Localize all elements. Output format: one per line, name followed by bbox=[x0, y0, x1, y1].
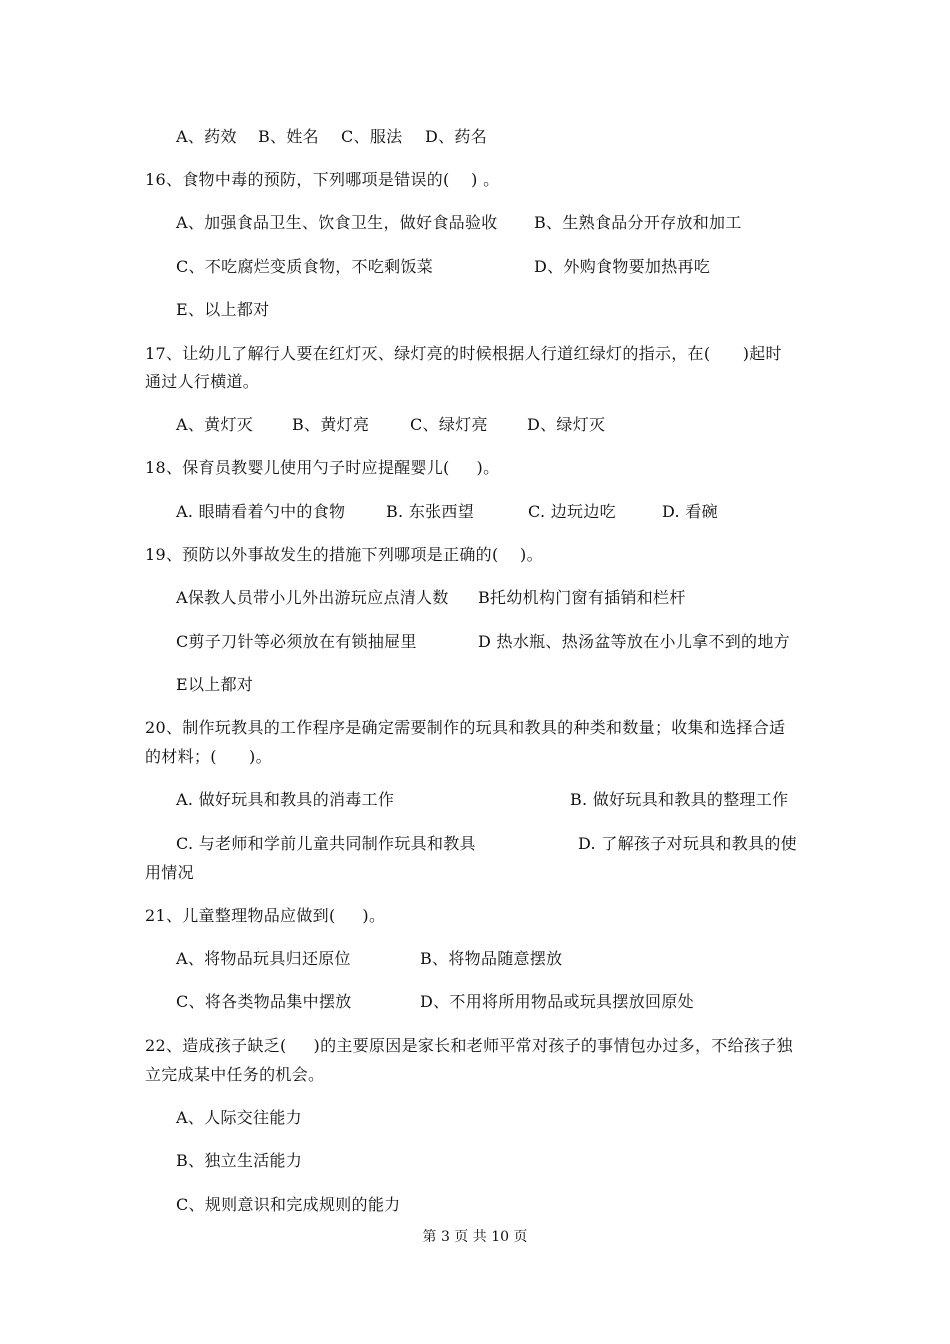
q17-stem-line1: 17、让幼儿了解行人要在红灯灭、绿灯亮的时候根据人行道红绿灯的指示，在( )起时 bbox=[145, 344, 782, 363]
q20-option-a: A. 做好玩具和教具的消毒工作 bbox=[176, 790, 395, 809]
q15-option-b: B、姓名 bbox=[258, 127, 319, 146]
q17-option-d: D、绿灯灭 bbox=[527, 415, 606, 434]
q18-stem: 18、保育员教婴儿使用勺子时应提醒婴儿( )。 bbox=[145, 458, 500, 477]
q17-option-a: A、黄灯灭 bbox=[176, 415, 254, 434]
page-number-footer: 第 3 页 共 10 页 bbox=[422, 1229, 528, 1245]
q17-stem-line2: 通过人行横道。 bbox=[145, 372, 260, 391]
q16-option-e: E、以上都对 bbox=[176, 300, 270, 319]
q20-option-d: D. 了解孩子对玩具和教具的使 bbox=[578, 834, 797, 853]
q16-option-b: B、生熟食品分开存放和加工 bbox=[534, 213, 742, 232]
q22-stem-line1: 22、造成孩子缺乏( )的主要原因是家长和老师平常对孩子的事情包办过多，不给孩子独 bbox=[145, 1036, 793, 1055]
q21-option-d: D、不用将所用物品或玩具摆放回原处 bbox=[420, 992, 694, 1011]
q16-stem: 16、食物中毒的预防，下列哪项是错误的( ) 。 bbox=[145, 170, 500, 189]
q20-option-c: C. 与老师和学前儿童共同制作玩具和教具 bbox=[176, 834, 476, 853]
q21-option-a: A、将物品玩具归还原位 bbox=[176, 949, 351, 968]
q17-option-c: C、绿灯亮 bbox=[410, 415, 488, 434]
q15-option-c: C、服法 bbox=[341, 127, 403, 146]
q17-option-b: B、黄灯亮 bbox=[292, 415, 370, 434]
q20-option-b: B. 做好玩具和教具的整理工作 bbox=[570, 790, 789, 809]
q16-option-c: C、不吃腐烂变质食物，不吃剩饭菜 bbox=[176, 257, 434, 276]
q18-option-d: D. 看碗 bbox=[662, 502, 718, 521]
q19-option-a: A保教人员带小儿外出游玩应点清人数 bbox=[176, 588, 449, 607]
q15-option-d: D、药名 bbox=[425, 127, 488, 146]
q18-option-c: C. 边玩边吃 bbox=[528, 502, 616, 521]
q22-option-a: A、人际交往能力 bbox=[176, 1108, 302, 1127]
q21-stem: 21、儿童整理物品应做到( )。 bbox=[145, 906, 386, 925]
q21-option-c: C、将各类物品集中摆放 bbox=[176, 992, 352, 1011]
q16-option-d: D、外购食物要加热再吃 bbox=[534, 257, 711, 276]
q18-option-b: B. 东张西望 bbox=[386, 502, 475, 521]
q20-stem-line1: 20、制作玩教具的工作程序是确定需要制作的玩具和教具的种类和数量；收集和选择合适 bbox=[145, 718, 786, 737]
q22-stem-line2: 立完成某中任务的机会。 bbox=[145, 1065, 325, 1084]
q19-stem: 19、预防以外事故发生的措施下列哪项是正确的( )。 bbox=[145, 545, 543, 564]
q21-option-b: B、将物品随意摆放 bbox=[420, 949, 563, 968]
q19-option-e: E以上都对 bbox=[176, 675, 254, 694]
q16-option-a: A、加强食品卫生、饮食卫生，做好食品验收 bbox=[176, 213, 498, 232]
q22-option-b: B、独立生活能力 bbox=[176, 1151, 303, 1170]
q20-stem-line2: 的材料；( )。 bbox=[145, 747, 272, 766]
q19-option-c: C剪子刀针等必须放在有锁抽屉里 bbox=[176, 632, 417, 651]
q15-option-a: A、药效 bbox=[176, 127, 237, 146]
q18-option-a: A. 眼睛看着勺中的食物 bbox=[176, 502, 346, 521]
q19-option-b: B托幼机构门窗有插销和栏杆 bbox=[478, 588, 686, 607]
q22-option-c: C、规则意识和完成规则的能力 bbox=[176, 1195, 401, 1214]
q19-option-d: D 热水瓶、热汤盆等放在小儿拿不到的地方 bbox=[478, 632, 790, 651]
q20-option-d-continued: 用情况 bbox=[145, 863, 194, 882]
